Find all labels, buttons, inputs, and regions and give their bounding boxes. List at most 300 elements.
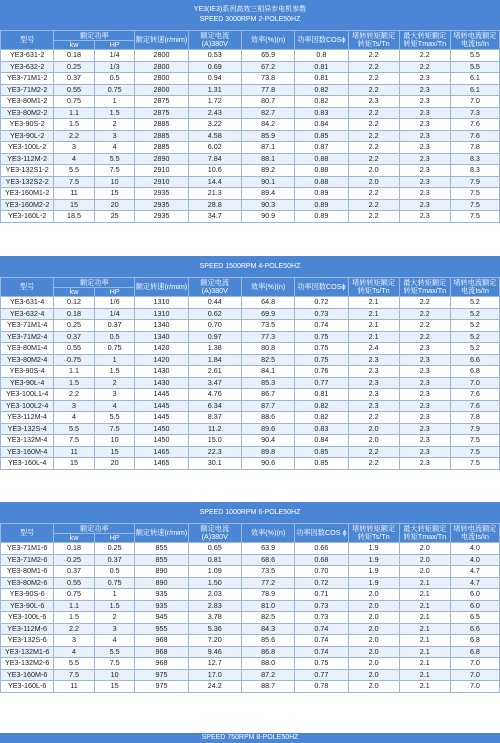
table-cell: 0.37	[94, 320, 135, 332]
table-cell: 0.75	[94, 343, 135, 355]
table-cell: 0.8	[295, 50, 348, 62]
table-cell: 2.3	[399, 400, 450, 412]
table-cell: 81.0	[241, 600, 294, 612]
table-cell: 0.81	[295, 73, 348, 85]
col-header-kw: kw	[54, 41, 95, 50]
table-cell: YE3-71M1-4	[1, 320, 54, 332]
table-cell: YE3-90S-2	[1, 119, 54, 131]
table-cell: 2.2	[348, 458, 399, 470]
table-cell: 4.7	[450, 577, 499, 589]
table-row	[1, 554, 500, 566]
table-cell: 4.0	[450, 554, 499, 566]
col-header-locked-torque: 堵转转矩额定转矩Ts/Tn	[348, 278, 399, 297]
table-cell: YE3-132S-6	[1, 635, 54, 647]
table-cell: 0.85	[295, 446, 348, 458]
table-cell: 2.3	[399, 188, 450, 200]
table-cell: 1420	[135, 354, 188, 366]
table-cell: 0.71	[295, 589, 348, 601]
table-cell: 0.78	[295, 681, 348, 693]
table-cell: 89.4	[241, 188, 294, 200]
table-cell: 1/6	[94, 297, 135, 309]
table-cell: 0.82	[295, 96, 348, 108]
table-row	[1, 84, 500, 96]
table-cell: 7.5	[450, 211, 499, 223]
table-cell: 4	[94, 142, 135, 154]
table-cell: 0.66	[295, 543, 348, 555]
table-cell: 5.36	[188, 623, 241, 635]
table-cell: 2	[94, 612, 135, 624]
table-cell: 0.81	[188, 554, 241, 566]
table-cell: 0.76	[295, 366, 348, 378]
table-cell: YE3-90L-6	[1, 600, 54, 612]
header-row	[1, 278, 500, 288]
table-cell: 3.47	[188, 377, 241, 389]
table-cell: 2.0	[348, 681, 399, 693]
table-cell: 2.2	[348, 199, 399, 211]
table-cell: 20	[94, 199, 135, 211]
col-header-locked-current: 堵转电流额定电流Is/In	[450, 31, 499, 50]
table-cell: 15	[94, 681, 135, 693]
table-row	[1, 297, 500, 309]
table-row	[1, 331, 500, 343]
col-header-pf: 功率因数COSϕ	[295, 31, 348, 50]
table-cell: 11	[54, 446, 95, 458]
table-row	[1, 400, 500, 412]
table-cell: 2.2	[399, 320, 450, 332]
col-header-speed: 额定转速(r/mim)	[135, 31, 188, 50]
table-cell: 0.73	[295, 308, 348, 320]
table-cell: 855	[135, 543, 188, 555]
table-cell: YE3-80M2-6	[1, 577, 54, 589]
col-header-current: 额定电流(A)380V	[188, 31, 241, 50]
table-cell: 6.1	[450, 73, 499, 85]
table-cell: 2.1	[399, 600, 450, 612]
table-cell: 90.9	[241, 211, 294, 223]
table-cell: 1	[94, 354, 135, 366]
table-cell: 6.8	[450, 635, 499, 647]
table-cell: 89.6	[241, 423, 294, 435]
table-cell: YE3-160M1-2	[1, 188, 54, 200]
table-cell: 88.6	[241, 412, 294, 424]
table-cell: 7.5	[94, 423, 135, 435]
table-row	[1, 658, 500, 670]
table-cell: YE3-90S-6	[1, 589, 54, 601]
table-cell: 0.89	[295, 199, 348, 211]
table-row	[1, 623, 500, 635]
table-cell: YE3-100L2-4	[1, 400, 54, 412]
table-cell: 2.1	[399, 589, 450, 601]
table-cell: 2.3	[348, 96, 399, 108]
table-cell: 2.1	[399, 577, 450, 589]
table-cell: YE3-90L-2	[1, 130, 54, 142]
table-cell: 2.2	[348, 61, 399, 73]
spec-table	[0, 30, 500, 223]
table-cell: 7.5	[450, 188, 499, 200]
table-cell: 0.82	[295, 412, 348, 424]
table-cell: 2.0	[348, 612, 399, 624]
table-cell: 1465	[135, 446, 188, 458]
table-cell: 2.83	[188, 600, 241, 612]
table-cell: 20	[94, 458, 135, 470]
table-cell: 85.9	[241, 130, 294, 142]
col-header-current: 额定电流(A)380V	[188, 524, 241, 543]
table-cell: 3.22	[188, 119, 241, 131]
table-cell: 11	[54, 681, 95, 693]
table-cell: 1420	[135, 343, 188, 355]
table-cell: 5.2	[450, 331, 499, 343]
table-cell: 10	[94, 669, 135, 681]
table-cell: 2800	[135, 73, 188, 85]
table-cell: 4	[54, 646, 95, 658]
table-cell: 8.3	[450, 153, 499, 165]
table-cell: 2.3	[399, 389, 450, 401]
table-cell: 69.9	[241, 308, 294, 320]
table-cell: 0.94	[188, 73, 241, 85]
table-cell: 0.72	[295, 297, 348, 309]
table-cell: YE3-100L-2	[1, 142, 54, 154]
table-cell: 2.0	[348, 589, 399, 601]
table-cell: 2.3	[399, 84, 450, 96]
table-cell: 2.3	[399, 73, 450, 85]
table-cell: 7.8	[450, 142, 499, 154]
table-cell: 2.1	[399, 658, 450, 670]
col-header-rated-power: 额定功率	[54, 31, 135, 41]
table-row	[1, 389, 500, 401]
section-title	[0, 733, 500, 743]
table-cell: 2.1	[348, 308, 399, 320]
col-header-locked-torque: 堵转转矩额定转矩Ts/Tn	[348, 31, 399, 50]
col-header-locked-current: 堵转电流额定电流Is/In	[450, 524, 499, 543]
table-cell: YE3-80M1-2	[1, 96, 54, 108]
table-cell: 855	[135, 554, 188, 566]
table-cell: 0.89	[295, 211, 348, 223]
table-cell: 1.9	[348, 577, 399, 589]
table-cell: 2875	[135, 107, 188, 119]
table-cell: 2.2	[348, 446, 399, 458]
table-cell: YE3-71M2-2	[1, 84, 54, 96]
table-cell: 6.34	[188, 400, 241, 412]
col-header-speed: 额定转速(r/mim)	[135, 278, 188, 297]
table-cell: 2.2	[348, 84, 399, 96]
table-row	[1, 188, 500, 200]
table-cell: 88.1	[241, 153, 294, 165]
table-cell: 15	[54, 199, 95, 211]
col-header-hp: HP	[94, 41, 135, 50]
table-cell: 2875	[135, 96, 188, 108]
table-cell: 1340	[135, 331, 188, 343]
table-cell: 1.38	[188, 343, 241, 355]
table-cell: 87.7	[241, 400, 294, 412]
table-cell: 2	[94, 119, 135, 131]
table-cell: 2.3	[399, 458, 450, 470]
table-cell: 28.8	[188, 199, 241, 211]
table-row	[1, 343, 500, 355]
col-header-hp: HP	[94, 534, 135, 543]
table-row	[1, 61, 500, 73]
table-cell: YE3-631-4	[1, 297, 54, 309]
table-cell: 2.0	[348, 600, 399, 612]
table-cell: 5.5	[450, 50, 499, 62]
table-cell: 63.9	[241, 543, 294, 555]
table-cell: 1.5	[94, 600, 135, 612]
table-cell: 1310	[135, 297, 188, 309]
table-cell: 0.25	[54, 554, 95, 566]
col-header-pf: 功率因数COS ϕ	[295, 524, 348, 543]
table-cell: 7.20	[188, 635, 241, 647]
table-cell: 0.88	[295, 176, 348, 188]
table-cell: YE3-71M1-6	[1, 543, 54, 555]
table-cell: 2.1	[399, 623, 450, 635]
table-row	[1, 130, 500, 142]
spec-table	[0, 523, 500, 693]
table-cell: 2.2	[54, 389, 95, 401]
table-row	[1, 635, 500, 647]
table-cell: 0.37	[54, 73, 95, 85]
table-cell: 2.1	[399, 612, 450, 624]
table-cell: 1.1	[54, 600, 95, 612]
table-cell: 0.70	[295, 566, 348, 578]
col-header-max-torque: 最大转矩额定转矩Tmax/Tn	[399, 278, 450, 297]
table-cell: YE3-160M-6	[1, 669, 54, 681]
table-cell: 1/4	[94, 50, 135, 62]
table-cell: YE3-90L-4	[1, 377, 54, 389]
table-cell: 1.5	[54, 612, 95, 624]
table-cell: YE3-132M1-6	[1, 646, 54, 658]
table-cell: 7.84	[188, 153, 241, 165]
table-cell: YE3-632-4	[1, 308, 54, 320]
table-cell: 7.6	[450, 130, 499, 142]
table-cell: 2.3	[348, 389, 399, 401]
table-cell: 7.0	[450, 96, 499, 108]
table-cell: 2.2	[348, 142, 399, 154]
table-cell: 6.0	[450, 600, 499, 612]
table-cell: 90.1	[241, 176, 294, 188]
section-subtitle: SPEED 3000RPM 2-POLE50HZ	[199, 16, 301, 23]
table-cell: 12.7	[188, 658, 241, 670]
table-cell: 5.5	[94, 153, 135, 165]
spec-table-section	[0, 502, 500, 693]
table-cell: 5.2	[450, 297, 499, 309]
table-cell: 0.70	[188, 320, 241, 332]
table-cell: 4.7	[450, 566, 499, 578]
table-cell: 4.76	[188, 389, 241, 401]
col-header-efficiency: 效率(%)(n)	[241, 278, 294, 297]
table-cell: 0.73	[295, 612, 348, 624]
table-cell: 2.0	[348, 646, 399, 658]
table-cell: 0.55	[54, 577, 95, 589]
table-cell: 2.61	[188, 366, 241, 378]
table-cell: 6.5	[450, 612, 499, 624]
table-cell: 1.9	[348, 566, 399, 578]
table-cell: YE3-112M-6	[1, 623, 54, 635]
table-row	[1, 458, 500, 470]
table-cell: 89.8	[241, 446, 294, 458]
table-cell: 0.75	[54, 589, 95, 601]
table-cell: 88.0	[241, 658, 294, 670]
section-title	[0, 502, 500, 523]
table-cell: 2.2	[54, 623, 95, 635]
table-cell: 1/3	[94, 61, 135, 73]
table-row	[1, 142, 500, 154]
table-cell: 2.2	[348, 188, 399, 200]
table-cell: 88.7	[241, 681, 294, 693]
table-row	[1, 320, 500, 332]
table-cell: YE3-71M2-6	[1, 554, 54, 566]
table-cell: 0.82	[295, 400, 348, 412]
table-cell: 1450	[135, 423, 188, 435]
table-cell: 34.7	[188, 211, 241, 223]
table-cell: 1.9	[348, 543, 399, 555]
table-cell: 87.2	[241, 669, 294, 681]
spec-table	[0, 277, 500, 470]
table-cell: 4	[54, 153, 95, 165]
header-row	[1, 524, 500, 534]
table-cell: 8.3	[450, 165, 499, 177]
section-title	[0, 256, 500, 277]
table-row	[1, 211, 500, 223]
table-cell: 0.69	[188, 61, 241, 73]
table-cell: 1.84	[188, 354, 241, 366]
table-cell: 4	[54, 412, 95, 424]
table-cell: 17.0	[188, 669, 241, 681]
table-cell: 0.74	[295, 623, 348, 635]
table-cell: 2.1	[399, 646, 450, 658]
table-cell: 0.75	[54, 354, 95, 366]
table-cell: 6.6	[450, 623, 499, 635]
table-cell: 2.1	[399, 669, 450, 681]
col-header-efficiency: 效率(%)(n)	[241, 31, 294, 50]
table-row	[1, 435, 500, 447]
table-cell: YE3-90S-4	[1, 366, 54, 378]
table-cell: 1.5	[54, 119, 95, 131]
spec-table-section	[0, 0, 500, 223]
table-cell: YE3-80M2-4	[1, 354, 54, 366]
table-cell: 10	[94, 435, 135, 447]
table-cell: 2.43	[188, 107, 241, 119]
table-cell: 0.81	[295, 61, 348, 73]
table-cell: 0.87	[295, 142, 348, 154]
table-row	[1, 107, 500, 119]
table-cell: 2.3	[399, 412, 450, 424]
table-cell: 1.5	[94, 107, 135, 119]
table-row	[1, 73, 500, 85]
table-cell: 2.0	[348, 423, 399, 435]
table-cell: 0.65	[188, 543, 241, 555]
table-cell: 2.3	[399, 446, 450, 458]
table-cell: 2.2	[348, 412, 399, 424]
table-cell: 0.18	[54, 543, 95, 555]
table-row	[1, 646, 500, 658]
table-cell: 0.83	[295, 423, 348, 435]
table-cell: YE3-71M1-2	[1, 73, 54, 85]
table-cell: 7.9	[450, 423, 499, 435]
table-cell: 2.2	[348, 211, 399, 223]
table-cell: 935	[135, 600, 188, 612]
table-cell: 2.1	[399, 635, 450, 647]
table-cell: 1	[94, 589, 135, 601]
col-header-model: 型号	[1, 31, 54, 50]
table-cell: 2.3	[399, 165, 450, 177]
table-cell: 2910	[135, 165, 188, 177]
table-cell: 1.09	[188, 566, 241, 578]
table-cell: 7.0	[450, 658, 499, 670]
table-cell: 7.5	[94, 165, 135, 177]
table-cell: 2.2	[348, 119, 399, 131]
table-cell: 2.0	[348, 635, 399, 647]
table-cell: 0.85	[295, 130, 348, 142]
table-cell: 78.9	[241, 589, 294, 601]
table-cell: 6.02	[188, 142, 241, 154]
table-cell: 2.2	[54, 130, 95, 142]
table-cell: 1430	[135, 366, 188, 378]
table-cell: 2885	[135, 119, 188, 131]
table-cell: 7.0	[450, 669, 499, 681]
table-cell: 0.77	[295, 669, 348, 681]
table-cell: 3	[94, 130, 135, 142]
table-row	[1, 669, 500, 681]
table-cell: 0.75	[295, 354, 348, 366]
table-cell: 968	[135, 635, 188, 647]
table-cell: 5.5	[54, 423, 95, 435]
table-row	[1, 199, 500, 211]
table-cell: 2910	[135, 176, 188, 188]
table-cell: 5.2	[450, 308, 499, 320]
table-cell: 0.18	[54, 50, 95, 62]
table-cell: 975	[135, 681, 188, 693]
table-cell: 4.0	[450, 543, 499, 555]
table-cell: YE3-132M-4	[1, 435, 54, 447]
table-cell: 2.3	[399, 343, 450, 355]
col-header-kw: kw	[54, 288, 95, 297]
table-cell: 968	[135, 658, 188, 670]
table-cell: 0.72	[295, 577, 348, 589]
col-header-locked-current: 堵转电流额定电流Is/In	[450, 278, 499, 297]
section-title	[0, 0, 500, 30]
table-cell: 0.83	[295, 107, 348, 119]
table-cell: 82.5	[241, 612, 294, 624]
table-cell: 7.9	[450, 176, 499, 188]
table-cell: 1340	[135, 320, 188, 332]
table-cell: 2.2	[348, 153, 399, 165]
table-cell: 0.25	[94, 543, 135, 555]
table-cell: YE3-100L1-4	[1, 389, 54, 401]
table-cell: 7.3	[450, 107, 499, 119]
table-cell: 1445	[135, 412, 188, 424]
table-cell: 8.37	[188, 412, 241, 424]
table-cell: 2.3	[399, 366, 450, 378]
table-cell: 2.3	[399, 211, 450, 223]
table-cell: 2885	[135, 142, 188, 154]
table-cell: 0.18	[54, 308, 95, 320]
table-cell: 3	[94, 623, 135, 635]
table-cell: 1.9	[348, 554, 399, 566]
table-cell: 975	[135, 669, 188, 681]
table-row	[1, 423, 500, 435]
table-cell: 80.7	[241, 96, 294, 108]
table-cell: 0.37	[54, 566, 95, 578]
table-cell: 7.0	[450, 377, 499, 389]
table-cell: 1.1	[54, 366, 95, 378]
table-cell: 3	[54, 635, 95, 647]
table-cell: 3	[54, 142, 95, 154]
table-row	[1, 612, 500, 624]
table-cell: 9.46	[188, 646, 241, 658]
table-cell: 2.2	[399, 331, 450, 343]
table-cell: 0.53	[188, 50, 241, 62]
table-cell: 0.81	[295, 389, 348, 401]
table-cell: 0.74	[295, 646, 348, 658]
table-cell: 5.5	[54, 658, 95, 670]
